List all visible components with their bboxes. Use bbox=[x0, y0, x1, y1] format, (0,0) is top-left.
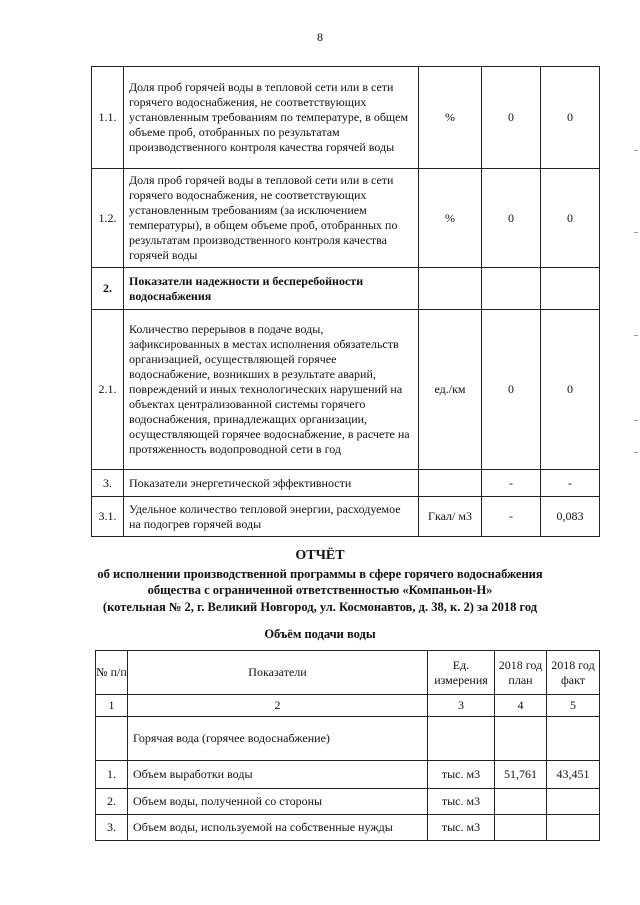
fact-cell: - bbox=[541, 470, 600, 497]
unit-cell: % bbox=[419, 169, 482, 268]
index-cell: 4 bbox=[495, 695, 547, 717]
section-title: Показатели надежности и бесперебойности водоснабжения bbox=[124, 268, 419, 310]
row-number: 1.1. bbox=[92, 67, 124, 169]
report-title: ОТЧЁТ bbox=[295, 548, 345, 563]
row-number: 2. bbox=[96, 789, 128, 815]
plan-cell: 0 bbox=[482, 310, 541, 470]
fact-cell: 43,451 bbox=[547, 761, 600, 789]
fact-cell: 0 bbox=[541, 310, 600, 470]
row-number: 1.2. bbox=[92, 169, 124, 268]
plan-cell bbox=[495, 717, 547, 761]
scan-mark bbox=[634, 232, 638, 233]
header-fact: 2018 год факт bbox=[547, 651, 600, 695]
water-volume-table bbox=[95, 650, 600, 841]
index-row bbox=[96, 695, 600, 717]
indicator-name: Показатели энергетической эффективности bbox=[124, 470, 419, 497]
unit-cell bbox=[419, 470, 482, 497]
plan-cell bbox=[482, 268, 541, 310]
table-row bbox=[92, 310, 600, 470]
row-number: 3.1. bbox=[92, 497, 124, 537]
report-line-3: (котельная № 2, г. Великий Новгород, ул. Космонавтов, д. 38, к. 2) за 2018 год bbox=[102, 600, 538, 614]
fact-cell bbox=[547, 717, 600, 761]
table-row bbox=[96, 717, 600, 761]
indicators-table bbox=[91, 66, 600, 537]
indicator-name: Объем выработки воды bbox=[128, 761, 428, 789]
indicator-name: Количество перерывов в подаче воды, зафиксированных в местах исполнения обязательств организацией, осуществляющей горячее водоснабжение, возникших в результате аварий, повреждений и иных технологических нарушений на объектах централизованной системы горячего водоснабжения, принадлежащих организации, осуществляющей горячее водоснабжение, в расчете на протяженность водопроводной сети в год bbox=[124, 310, 419, 470]
section-number: 2. bbox=[92, 268, 124, 310]
unit-cell: тыс. м3 bbox=[428, 761, 495, 789]
report-line-1: об исполнении производственной программы в сфере горячего водоснабжения bbox=[97, 567, 543, 581]
table-row bbox=[96, 815, 600, 841]
indicator-name: Доля проб горячей воды в тепловой сети или в сети горячего водоснабжения, не соответствующих установленным требованиям (за исключением температуры), в общем объеме проб, отобранных по результатам производственного контроля качества горячей воды bbox=[124, 169, 419, 268]
table-row bbox=[92, 67, 600, 169]
plan-cell bbox=[495, 815, 547, 841]
unit-cell: Гкал/ м3 bbox=[419, 497, 482, 537]
index-cell: 1 bbox=[96, 695, 128, 717]
header-row bbox=[96, 651, 600, 695]
report-line-2: общества с ограниченной ответственностью «Компаньон-Н» bbox=[147, 583, 493, 597]
unit-cell bbox=[428, 717, 495, 761]
page-number: 8 bbox=[317, 30, 323, 44]
fact-cell bbox=[547, 815, 600, 841]
table-row bbox=[96, 761, 600, 789]
plan-cell: - bbox=[482, 470, 541, 497]
table-row bbox=[92, 169, 600, 268]
index-cell: 3 bbox=[428, 695, 495, 717]
fact-cell: 0 bbox=[541, 169, 600, 268]
plan-cell: 0 bbox=[482, 169, 541, 268]
unit-cell: ед./км bbox=[419, 310, 482, 470]
plan-cell bbox=[495, 789, 547, 815]
row-number: 3. bbox=[92, 470, 124, 497]
fact-cell bbox=[541, 268, 600, 310]
section-subtitle: Объём подачи воды bbox=[264, 627, 376, 641]
indicator-name: Объем воды, используемой на собственные нужды bbox=[128, 815, 428, 841]
scan-mark bbox=[634, 420, 638, 421]
row-number: 1. bbox=[96, 761, 128, 789]
indicator-name: Доля проб горячей воды в тепловой сети или в сети горячего водоснабжения, не соответствующих установленным требованиям по температуре, в общем объеме проб, отобранных по результатам производственного контроля качества горячей воды bbox=[124, 67, 419, 169]
fact-cell bbox=[547, 789, 600, 815]
unit-cell: тыс. м3 bbox=[428, 815, 495, 841]
scan-mark bbox=[634, 335, 638, 336]
scan-mark bbox=[634, 452, 638, 453]
header-unit: Ед. измерения bbox=[428, 651, 495, 695]
plan-cell: 51,761 bbox=[495, 761, 547, 789]
plan-cell: 0 bbox=[482, 67, 541, 169]
fact-cell: 0,083 bbox=[541, 497, 600, 537]
indicator-name: Удельное количество тепловой энергии, расходуемое на подогрев горячей воды bbox=[124, 497, 419, 537]
row-number: 2.1. bbox=[92, 310, 124, 470]
table-row bbox=[92, 268, 600, 310]
scan-mark bbox=[634, 150, 638, 151]
row-number: 3. bbox=[96, 815, 128, 841]
indicator-name: Объем воды, полученной со стороны bbox=[128, 789, 428, 815]
header-name: Показатели bbox=[128, 651, 428, 695]
fact-cell: 0 bbox=[541, 67, 600, 169]
header-plan: 2018 год план bbox=[495, 651, 547, 695]
unit-cell: % bbox=[419, 67, 482, 169]
unit-cell: тыс. м3 bbox=[428, 789, 495, 815]
table-row bbox=[92, 470, 600, 497]
unit-cell bbox=[419, 268, 482, 310]
index-cell: 5 bbox=[547, 695, 600, 717]
table-row bbox=[92, 497, 600, 537]
row-number bbox=[96, 717, 128, 761]
plan-cell: - bbox=[482, 497, 541, 537]
header-num: № п/п bbox=[96, 651, 128, 695]
indicator-name: Горячая вода (горячее водоснабжение) bbox=[128, 717, 428, 761]
table-row bbox=[96, 789, 600, 815]
index-cell: 2 bbox=[128, 695, 428, 717]
